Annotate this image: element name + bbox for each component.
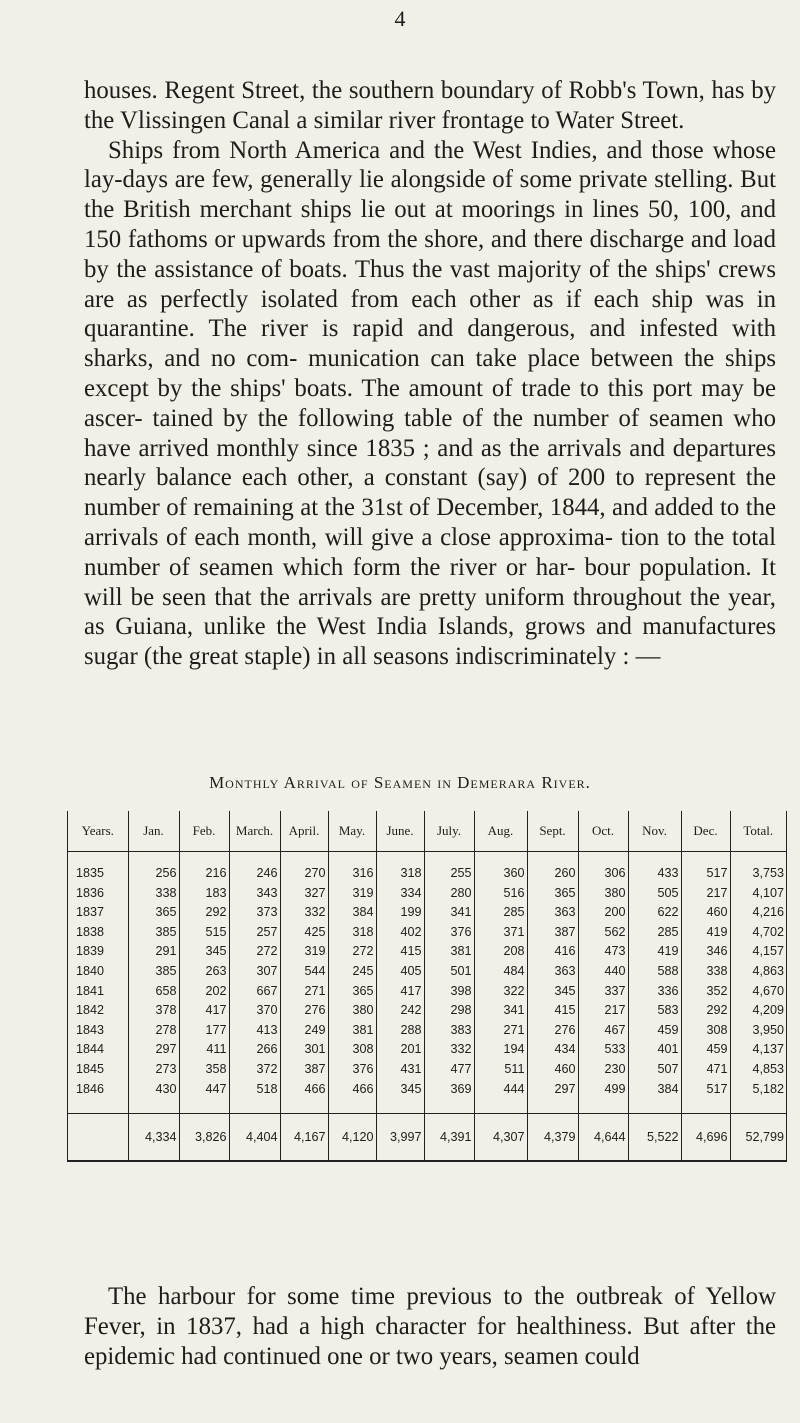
table-row (68, 942, 786, 962)
table-cell: 4,157 (752, 944, 784, 959)
table-cell: 306 (578, 852, 628, 884)
table-cell: 360 (474, 852, 527, 884)
year-cell: 1841 (68, 982, 128, 1002)
total-cell: 4,404 (229, 1114, 280, 1161)
table-cell: 444 (474, 1080, 527, 1100)
table-cell: 334 (376, 884, 424, 904)
column-header: Nov. (628, 811, 681, 852)
total-cell: 4,391 (424, 1114, 474, 1161)
year-cell: 1839 (68, 942, 128, 962)
table-cell: 358 (179, 1060, 229, 1080)
bottom-text (84, 1282, 776, 1371)
column-header: Years. (68, 811, 128, 852)
table-body (68, 852, 786, 1161)
year-cell: 1837 (68, 903, 128, 923)
table-cell: 516 (474, 884, 527, 904)
year-cell: 1842 (68, 1001, 128, 1021)
table-cell: 401 (628, 1040, 681, 1060)
table-cell: 370 (229, 1001, 280, 1021)
table-cell: 285 (628, 923, 681, 943)
table-title: Monthly Arrival of Seamen in Demerara River. (209, 773, 591, 792)
table-cell: 477 (424, 1060, 474, 1080)
total-cell: 4,334 (128, 1114, 179, 1161)
table-cell: 507 (628, 1060, 681, 1080)
table-cell: 378 (128, 1001, 179, 1021)
column-header: May. (328, 811, 376, 852)
table-cell: 308 (328, 1040, 376, 1060)
table-cell: 372 (229, 1060, 280, 1080)
column-header: Jan. (128, 811, 179, 852)
table-cell: 4,216 (752, 905, 784, 920)
table-cell: 266 (229, 1040, 280, 1060)
table-cell: 505 (628, 884, 681, 904)
column-header: Feb. (179, 811, 229, 852)
table-cell: 365 (128, 903, 179, 923)
table-cell: 263 (179, 962, 229, 982)
table-cell: 217 (578, 1001, 628, 1021)
table-cell: 466 (328, 1080, 376, 1100)
paragraph-3: The harbour for some time previous to the outbreak of Yellow Fever, in 1837, had a high character for healthiness. But after the epidemic had continued one or two years, seamen could (84, 1283, 776, 1370)
table-cell: 345 (376, 1080, 424, 1100)
table-cell: 384 (328, 903, 376, 923)
table-cell: 459 (681, 1040, 730, 1060)
table-cell: 467 (578, 1021, 628, 1041)
table-cell: 285 (474, 903, 527, 923)
table-cell: 583 (628, 1001, 681, 1021)
top-text (84, 76, 776, 672)
table-cell: 387 (527, 923, 578, 943)
table-cell: 369 (424, 1080, 474, 1100)
year-cell: 1836 (68, 884, 128, 904)
table-cell: 4,702 (752, 924, 784, 939)
table-cell: 402 (376, 923, 424, 943)
table-cell: 466 (280, 1080, 328, 1100)
table-cell: 4,107 (752, 885, 784, 900)
table-cell: 473 (578, 942, 628, 962)
table-row (68, 852, 786, 884)
table-cell: 3,753 (752, 866, 784, 880)
table-cell: 4,137 (752, 1042, 784, 1057)
column-header: July. (424, 811, 474, 852)
table-cell: 242 (376, 1001, 424, 1021)
table-cell: 338 (681, 962, 730, 982)
table-cell: 298 (424, 1001, 474, 1021)
table-cell: 199 (376, 903, 424, 923)
column-header: Oct. (578, 811, 628, 852)
table-cell: 501 (424, 962, 474, 982)
column-header: April. (280, 811, 328, 852)
table-cell: 292 (681, 1001, 730, 1021)
table-row (68, 884, 786, 904)
table-cell: 338 (128, 884, 179, 904)
table-cell: 272 (229, 942, 280, 962)
table-cell: 381 (328, 1021, 376, 1041)
table-cell: 363 (527, 962, 578, 982)
table-row (68, 1040, 786, 1060)
table-row (68, 982, 786, 1002)
table-cell: 270 (280, 852, 328, 884)
table-cell: 183 (179, 884, 229, 904)
table-cell: 518 (229, 1080, 280, 1100)
total-cell: 4,120 (328, 1114, 376, 1161)
total-cell: 3,997 (376, 1114, 424, 1161)
table-cell: 425 (280, 923, 328, 943)
table-cell: 336 (628, 982, 681, 1002)
table-cell: 365 (328, 982, 376, 1002)
table-cell: 413 (229, 1021, 280, 1041)
table-cell: 3,950 (752, 1022, 784, 1037)
table-cell: 385 (128, 962, 179, 982)
table-cell: 447 (179, 1080, 229, 1100)
table-cell: 4,853 (752, 1061, 784, 1076)
year-cell: 1838 (68, 923, 128, 943)
table-cell: 562 (578, 923, 628, 943)
total-cell: 5,522 (628, 1114, 681, 1161)
table-cell: 327 (280, 884, 328, 904)
table-cell: 405 (376, 962, 424, 982)
table-cell: 201 (376, 1040, 424, 1060)
table-cell: 430 (128, 1080, 179, 1100)
table-cell: 297 (527, 1080, 578, 1100)
column-header: Sept. (527, 811, 578, 852)
table-cell: 484 (474, 962, 527, 982)
table-cell: 255 (424, 852, 474, 884)
table-cell: 319 (280, 942, 328, 962)
table-cell: 415 (376, 942, 424, 962)
table-cell: 431 (376, 1060, 424, 1080)
totals-row (68, 1114, 786, 1161)
paragraph-1: houses. Regent Street, the southern boundary of Robb's Town, has by the Vlissingen Canal a similar river frontage to Water Street. (84, 77, 776, 134)
table-cell: 515 (179, 923, 229, 943)
table-cell: 434 (527, 1040, 578, 1060)
table-cell: 544 (280, 962, 328, 982)
table-cell: 301 (280, 1040, 328, 1060)
table-cell: 383 (424, 1021, 474, 1041)
table-cell: 380 (578, 884, 628, 904)
table-cell: 271 (474, 1021, 527, 1041)
data-table (68, 811, 786, 1160)
table-cell: 499 (578, 1080, 628, 1100)
table-cell: 588 (628, 962, 681, 982)
table-cell: 318 (376, 852, 424, 884)
table-cell: 249 (280, 1021, 328, 1041)
table-cell: 322 (474, 982, 527, 1002)
total-cell: 3,826 (179, 1114, 229, 1161)
total-cell: 4,379 (527, 1114, 578, 1161)
year-cell: 1840 (68, 962, 128, 982)
table-cell: 417 (376, 982, 424, 1002)
table-cell: 346 (681, 942, 730, 962)
table-cell: 533 (578, 1040, 628, 1060)
table-cell: 460 (527, 1060, 578, 1080)
column-header: June. (376, 811, 424, 852)
table-cell: 460 (681, 903, 730, 923)
table-cell: 417 (179, 1001, 229, 1021)
table-cell: 517 (681, 1080, 730, 1100)
table-cell: 459 (628, 1021, 681, 1041)
table-cell: 363 (527, 903, 578, 923)
total-cell: 4,644 (578, 1114, 628, 1161)
table-cell: 658 (128, 982, 179, 1002)
table-cell: 230 (578, 1060, 628, 1080)
table-cell: 622 (628, 903, 681, 923)
table-cell: 341 (474, 1001, 527, 1021)
table-cell: 345 (527, 982, 578, 1002)
table-row (68, 962, 786, 982)
table-cell: 276 (280, 1001, 328, 1021)
table-cell: 365 (527, 884, 578, 904)
table-cell: 260 (527, 852, 578, 884)
table-cell: 177 (179, 1021, 229, 1041)
table-cell: 308 (681, 1021, 730, 1041)
table-cell: 387 (280, 1060, 328, 1080)
table-cell: 208 (474, 942, 527, 962)
total-cell (68, 1114, 128, 1161)
table-cell: 433 (628, 852, 681, 884)
table-cell: 272 (328, 942, 376, 962)
column-header: Dec. (681, 811, 730, 852)
table-cell: 319 (328, 884, 376, 904)
table-cell: 291 (128, 942, 179, 962)
table-row (68, 1080, 786, 1100)
table-cell: 385 (128, 923, 179, 943)
total-cell: 4,696 (681, 1114, 730, 1161)
table-row (68, 923, 786, 943)
table-cell: 376 (424, 923, 474, 943)
table-cell: 343 (229, 884, 280, 904)
header-row (68, 811, 786, 852)
column-header: March. (229, 811, 280, 852)
table-cell: 4,209 (752, 1003, 784, 1018)
table-cell: 667 (229, 982, 280, 1002)
year-cell: 1846 (68, 1080, 128, 1100)
table-cell: 4,863 (752, 963, 784, 978)
seamen-arrival-table (67, 811, 787, 1162)
table-cell: 271 (280, 982, 328, 1002)
table-cell: 200 (578, 903, 628, 923)
year-cell: 1844 (68, 1040, 128, 1060)
table-cell: 511 (474, 1060, 527, 1080)
table-cell: 373 (229, 903, 280, 923)
column-header: Total. (730, 811, 786, 852)
table-cell: 381 (424, 942, 474, 962)
table-cell: 411 (179, 1040, 229, 1060)
table-cell: 257 (229, 923, 280, 943)
table-cell: 4,670 (752, 983, 784, 998)
table-cell: 371 (474, 923, 527, 943)
table-row (68, 903, 786, 923)
table-cell: 440 (578, 962, 628, 982)
total-cell: 52,799 (730, 1114, 786, 1161)
table-row (68, 1001, 786, 1021)
year-cell: 1843 (68, 1021, 128, 1041)
table-cell: 332 (280, 903, 328, 923)
table-cell: 288 (376, 1021, 424, 1041)
table-cell: 194 (474, 1040, 527, 1060)
table-cell: 297 (128, 1040, 179, 1060)
table-cell: 256 (128, 852, 179, 884)
table-cell: 276 (527, 1021, 578, 1041)
year-cell: 1835 (68, 852, 128, 884)
table-row (68, 1060, 786, 1080)
table-cell: 345 (179, 942, 229, 962)
table-cell: 332 (424, 1040, 474, 1060)
spacer-row (68, 1099, 786, 1114)
table-cell: 337 (578, 982, 628, 1002)
total-cell: 4,307 (474, 1114, 527, 1161)
table-cell: 380 (328, 1001, 376, 1021)
table-cell: 341 (424, 903, 474, 923)
table-cell: 316 (328, 852, 376, 884)
table-row (68, 1021, 786, 1041)
table-cell: 202 (179, 982, 229, 1002)
table-cell: 376 (328, 1060, 376, 1080)
table-cell: 216 (179, 852, 229, 884)
paragraph-2: Ships from North America and the West Indies, and those whose lay-days are few, generally lie alongside of some private stelling. But the British merchant ships lie out at moorings in lines 50, 100, and 150 fathoms or upwards from the shore, and there discharge and load by the assistance of boats. Thus the vast majority of the ships' crews are as perfectly isolated from each other as if each ship was in quarantine. The river is rapid and dangerous, and infested with sharks, and no com- munication can take place between the ships except by the ships' boats. The amount of trade to this port may be ascer- tained by the following table of the number of seamen who have arrived monthly since 1835 ; and as the arrivals and departures nearly balance each other, a constant (say) of 200 to represent the number of remaining at the 31st of December, 1844, and added to the arrivals of each month, will give a close approxima- tion to the total number of seamen which form the river or har- bour population. It will be seen that the arrivals are pretty uniform throughout the year, as Guiana, unlike the West India Islands, grows and manufactures sugar (the great staple) in all seasons indiscriminately : — (84, 136, 776, 671)
table-cell: 419 (681, 923, 730, 943)
table-cell: 5,182 (752, 1081, 784, 1096)
table-cell: 280 (424, 884, 474, 904)
table-cell: 419 (628, 942, 681, 962)
table-cell: 415 (527, 1001, 578, 1021)
table-cell: 292 (179, 903, 229, 923)
table-cell: 517 (681, 852, 730, 884)
total-cell: 4,167 (280, 1114, 328, 1161)
table-cell: 471 (681, 1060, 730, 1080)
table-cell: 352 (681, 982, 730, 1002)
table-cell: 318 (328, 923, 376, 943)
table-cell: 217 (681, 884, 730, 904)
table-cell: 273 (128, 1060, 179, 1080)
table-cell: 307 (229, 962, 280, 982)
table-cell: 245 (328, 962, 376, 982)
column-header: Aug. (474, 811, 527, 852)
page-number: 4 (394, 6, 406, 31)
table-cell: 416 (527, 942, 578, 962)
table-cell: 384 (628, 1080, 681, 1100)
table-cell: 398 (424, 982, 474, 1002)
table-cell: 246 (229, 852, 280, 884)
table-cell: 278 (128, 1021, 179, 1041)
year-cell: 1845 (68, 1060, 128, 1080)
